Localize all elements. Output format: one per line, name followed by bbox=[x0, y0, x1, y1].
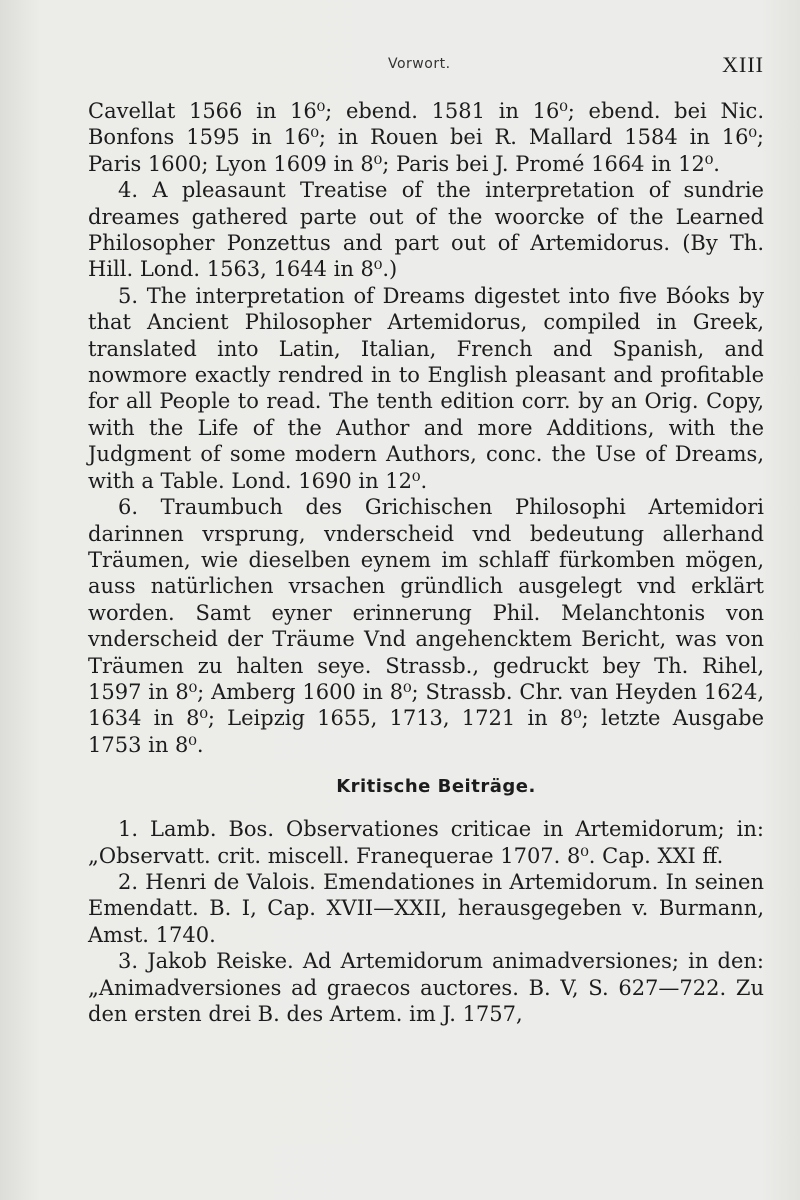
paragraph-entry-4: 4. A pleasaunt Treatise of the interpretation of sundrie dreames gathered parte out of the woorcke of the Learned Philosopher Ponzettus and part out of Artemidorus. (By Th. Hill. Lond. 1563, 1644 in 8⁰.) bbox=[88, 178, 764, 282]
page-number: XIII bbox=[722, 52, 764, 77]
page-header bbox=[88, 52, 764, 82]
paragraph-contribution-2: 2. Henri de Valois. Emendationes in Artemidorum. In seinen Emendatt. B. I, Cap. XVII—XXII, herausgegeben v. Burmann, Amst. 1740. bbox=[88, 869, 764, 947]
section-heading: Kritische Beiträge. bbox=[336, 776, 536, 798]
paragraph-continuation: Cavellat 1566 in 16⁰; ebend. 1581 in 16⁰; ebend. bei Nic. Bonfons 1595 in 16⁰; in Rouen bei R. Mallard 1584 in 16⁰; Paris 1600; Lyon 1609 in 8⁰; Paris bei J. Promé 1664 in 12⁰. bbox=[88, 99, 764, 176]
paragraph-entry-5: 5. The interpretation of Dreams digestet into five Bóoks by that Ancient Philosopher Artemidorus, compiled in Greek, translated into Latin, Italian, French and Spanish, and nowmore exactly rendred in to English pleasant and profitable for all People to read. The tenth edition corr. by an Orig. Copy, with the Life of the Author and more Additions, with the Judgment of some modern Authors, conc. the Use of Dreams, with a Table. Lond. 1690 in 12⁰. bbox=[88, 283, 764, 493]
body-text bbox=[88, 98, 764, 1027]
paragraph-entry-6: 6. Traumbuch des Grichischen Philosophi Artemidori darinnen vrsprung, vnderscheid vnd bedeutung allerhand Träumen, wie dieselben eynem im schlaff fürkomben mögen, auss natürlichen vrsachen gründlich ausgelegt vnd erklärt worden. Samt eyner erinnerung Phil. Melanchtonis von vnderscheid der Träume Vnd angehencktem Bericht, was von Träumen zu halten seye. Strassb., gedruckt bey Th. Rihel, 1597 in 8⁰; Amberg 1600 in 8⁰; Strassb. Chr. van Heyden 1624, 1634 in 8⁰; Leipzig 1655, 1713, 1721 in 8⁰; letzte Ausgabe 1753 in 8⁰. bbox=[88, 495, 764, 757]
paragraph-contribution-3: 3. Jakob Reiske. Ad Artemidorum animadversiones; in den: „Animadversiones ad graecos auctores. B. V, S. 627—722. Zu den ersten drei B. des Artem. im J. 1757, bbox=[88, 949, 764, 1026]
paragraph-contribution-1: 1. Lamb. Bos. Observationes criticae in Artemidorum; in: „Observatt. crit. miscell. Franequerae 1707. 8⁰. Cap. XXI ff. bbox=[88, 817, 764, 868]
running-head: Vorwort. bbox=[388, 56, 451, 72]
